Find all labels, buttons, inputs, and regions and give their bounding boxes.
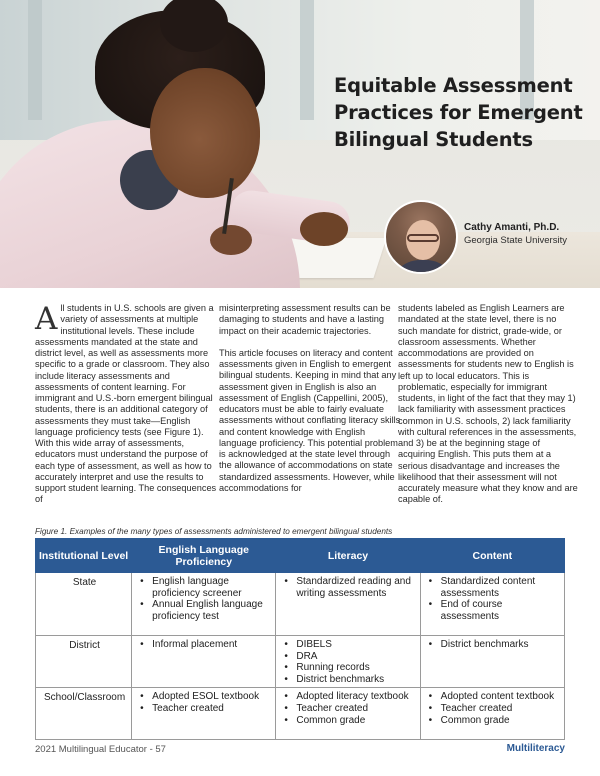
list-item: • DIBELS	[284, 639, 413, 651]
list-item: • DRA	[284, 651, 413, 663]
level-cell: State	[36, 573, 132, 636]
elp-cell	[132, 688, 276, 740]
body-column-2	[219, 303, 401, 505]
elp-cell	[132, 636, 276, 688]
content-cell	[420, 636, 564, 688]
figure-caption: Figure 1. Examples of the many types of assessments administered to emergent bilingual students	[35, 527, 393, 536]
table-row	[36, 573, 565, 636]
list-item: • Teacher created	[140, 703, 269, 715]
title-line-2: Practices for Emergent	[334, 101, 583, 124]
body-column-1	[35, 303, 217, 517]
list-item: • Adopted ESOL textbook	[140, 691, 269, 703]
list-item: • Annual English language proficiency test	[140, 599, 269, 622]
list-item: • Teacher created	[284, 703, 413, 715]
table-header-row	[36, 539, 565, 573]
section-label: Multiliteracy	[506, 743, 565, 754]
list-item: • English language proficiency screener	[140, 576, 269, 599]
elp-cell	[132, 573, 276, 636]
paragraph: This article focuses on literacy and content assessments given in English to emergent bilingual students. Keeping in mind that any assessment given in English is also an assessment of English (Cappellini, 2005), educators must be able to fairly evaluate assessments without conflating literacy skills and content knowledge with English language proficiency. This potential problem is acknowledged at the state level through the allowance of accommodations on state standardized assessments. However, while accommodations for	[219, 347, 401, 493]
header-elp: English Language Proficiency	[132, 539, 276, 573]
paragraph: misinterpreting assessment results can be damaging to students and have a lasting impact on their academic trajectories.	[219, 303, 391, 336]
page-footer-issue: 2021 Multilingual Educator - 57	[35, 744, 166, 755]
assessment-table	[35, 538, 565, 740]
paragraph: students labeled as English Learners are mandated at the state level, there is no such mandate for district, grade-wide, or classroom assessments. Whether accommodations are provided on assessments for students new to English is left up to local educators. This is problematic, especially for immigrant students, in light of the fact that they may 1) lack familiarity with assessment practices common in U.S. schools, 2) lack familiarity with cultural references in the assessments, and 3) be at the beginning stage of acquiring English. This puts them at a serious disadvantage and increases the likelihood that their assessment will not accurately measure what they know and are capable of.	[398, 303, 578, 505]
list-item: • Common grade	[284, 715, 413, 727]
list-item: • Adopted content textbook	[429, 691, 558, 703]
title-line-3: Bilingual Students	[334, 128, 533, 151]
list-item: • Standardized reading and writing assessments	[284, 576, 413, 599]
content-cell	[420, 688, 564, 740]
author-affiliation: Georgia State University	[464, 235, 567, 246]
list-item: • Informal placement	[140, 639, 269, 651]
literacy-cell	[276, 688, 420, 740]
level-cell: District	[36, 636, 132, 688]
list-item: • District benchmarks	[429, 639, 558, 651]
list-item: • Standardized content assessments	[429, 576, 558, 599]
author-photo	[384, 200, 458, 274]
header-content: Content	[420, 539, 564, 573]
author-name: Cathy Amanti, Ph.D.	[464, 222, 560, 233]
table-row	[36, 688, 565, 740]
list-item: • Running records	[284, 662, 413, 674]
header-literacy: Literacy	[276, 539, 420, 573]
content-cell	[420, 573, 564, 636]
student-face	[150, 68, 260, 198]
body-column-3	[398, 303, 578, 517]
list-item: • Adopted literacy textbook	[284, 691, 413, 703]
list-item: • District benchmarks	[284, 674, 413, 686]
list-item: • Common grade	[429, 715, 558, 727]
literacy-cell	[276, 636, 420, 688]
table-row	[36, 636, 565, 688]
drop-cap: A	[35, 301, 58, 337]
list-item: • Teacher created	[429, 703, 558, 715]
header-institutional-level: Institutional Level	[36, 539, 132, 573]
paragraph: ll students in U.S. schools are given a variety of assessments at multiple institutional levels. These include assessments mandated at the state and district level, as well as assessments more specific to a grade or classroom. They also include literacy assessments and assessments of content learning. For immigrant and U.S.-born emergent bilingual students, there is an additional category of assessments they must take—English language proficiency tests (see Figure 1). With this wide array of assessments, educators must understand the purpose of each type of assessment, as well as how to accurately interpret and use the results to support student learning. The consequences of	[35, 303, 217, 505]
literacy-cell	[276, 573, 420, 636]
title-line-1: Equitable Assessment	[334, 74, 573, 97]
list-item: • End of course assessments	[429, 599, 558, 622]
glasses-icon	[407, 234, 439, 242]
article-title	[334, 72, 594, 153]
level-cell: School/Classroom	[36, 688, 132, 740]
